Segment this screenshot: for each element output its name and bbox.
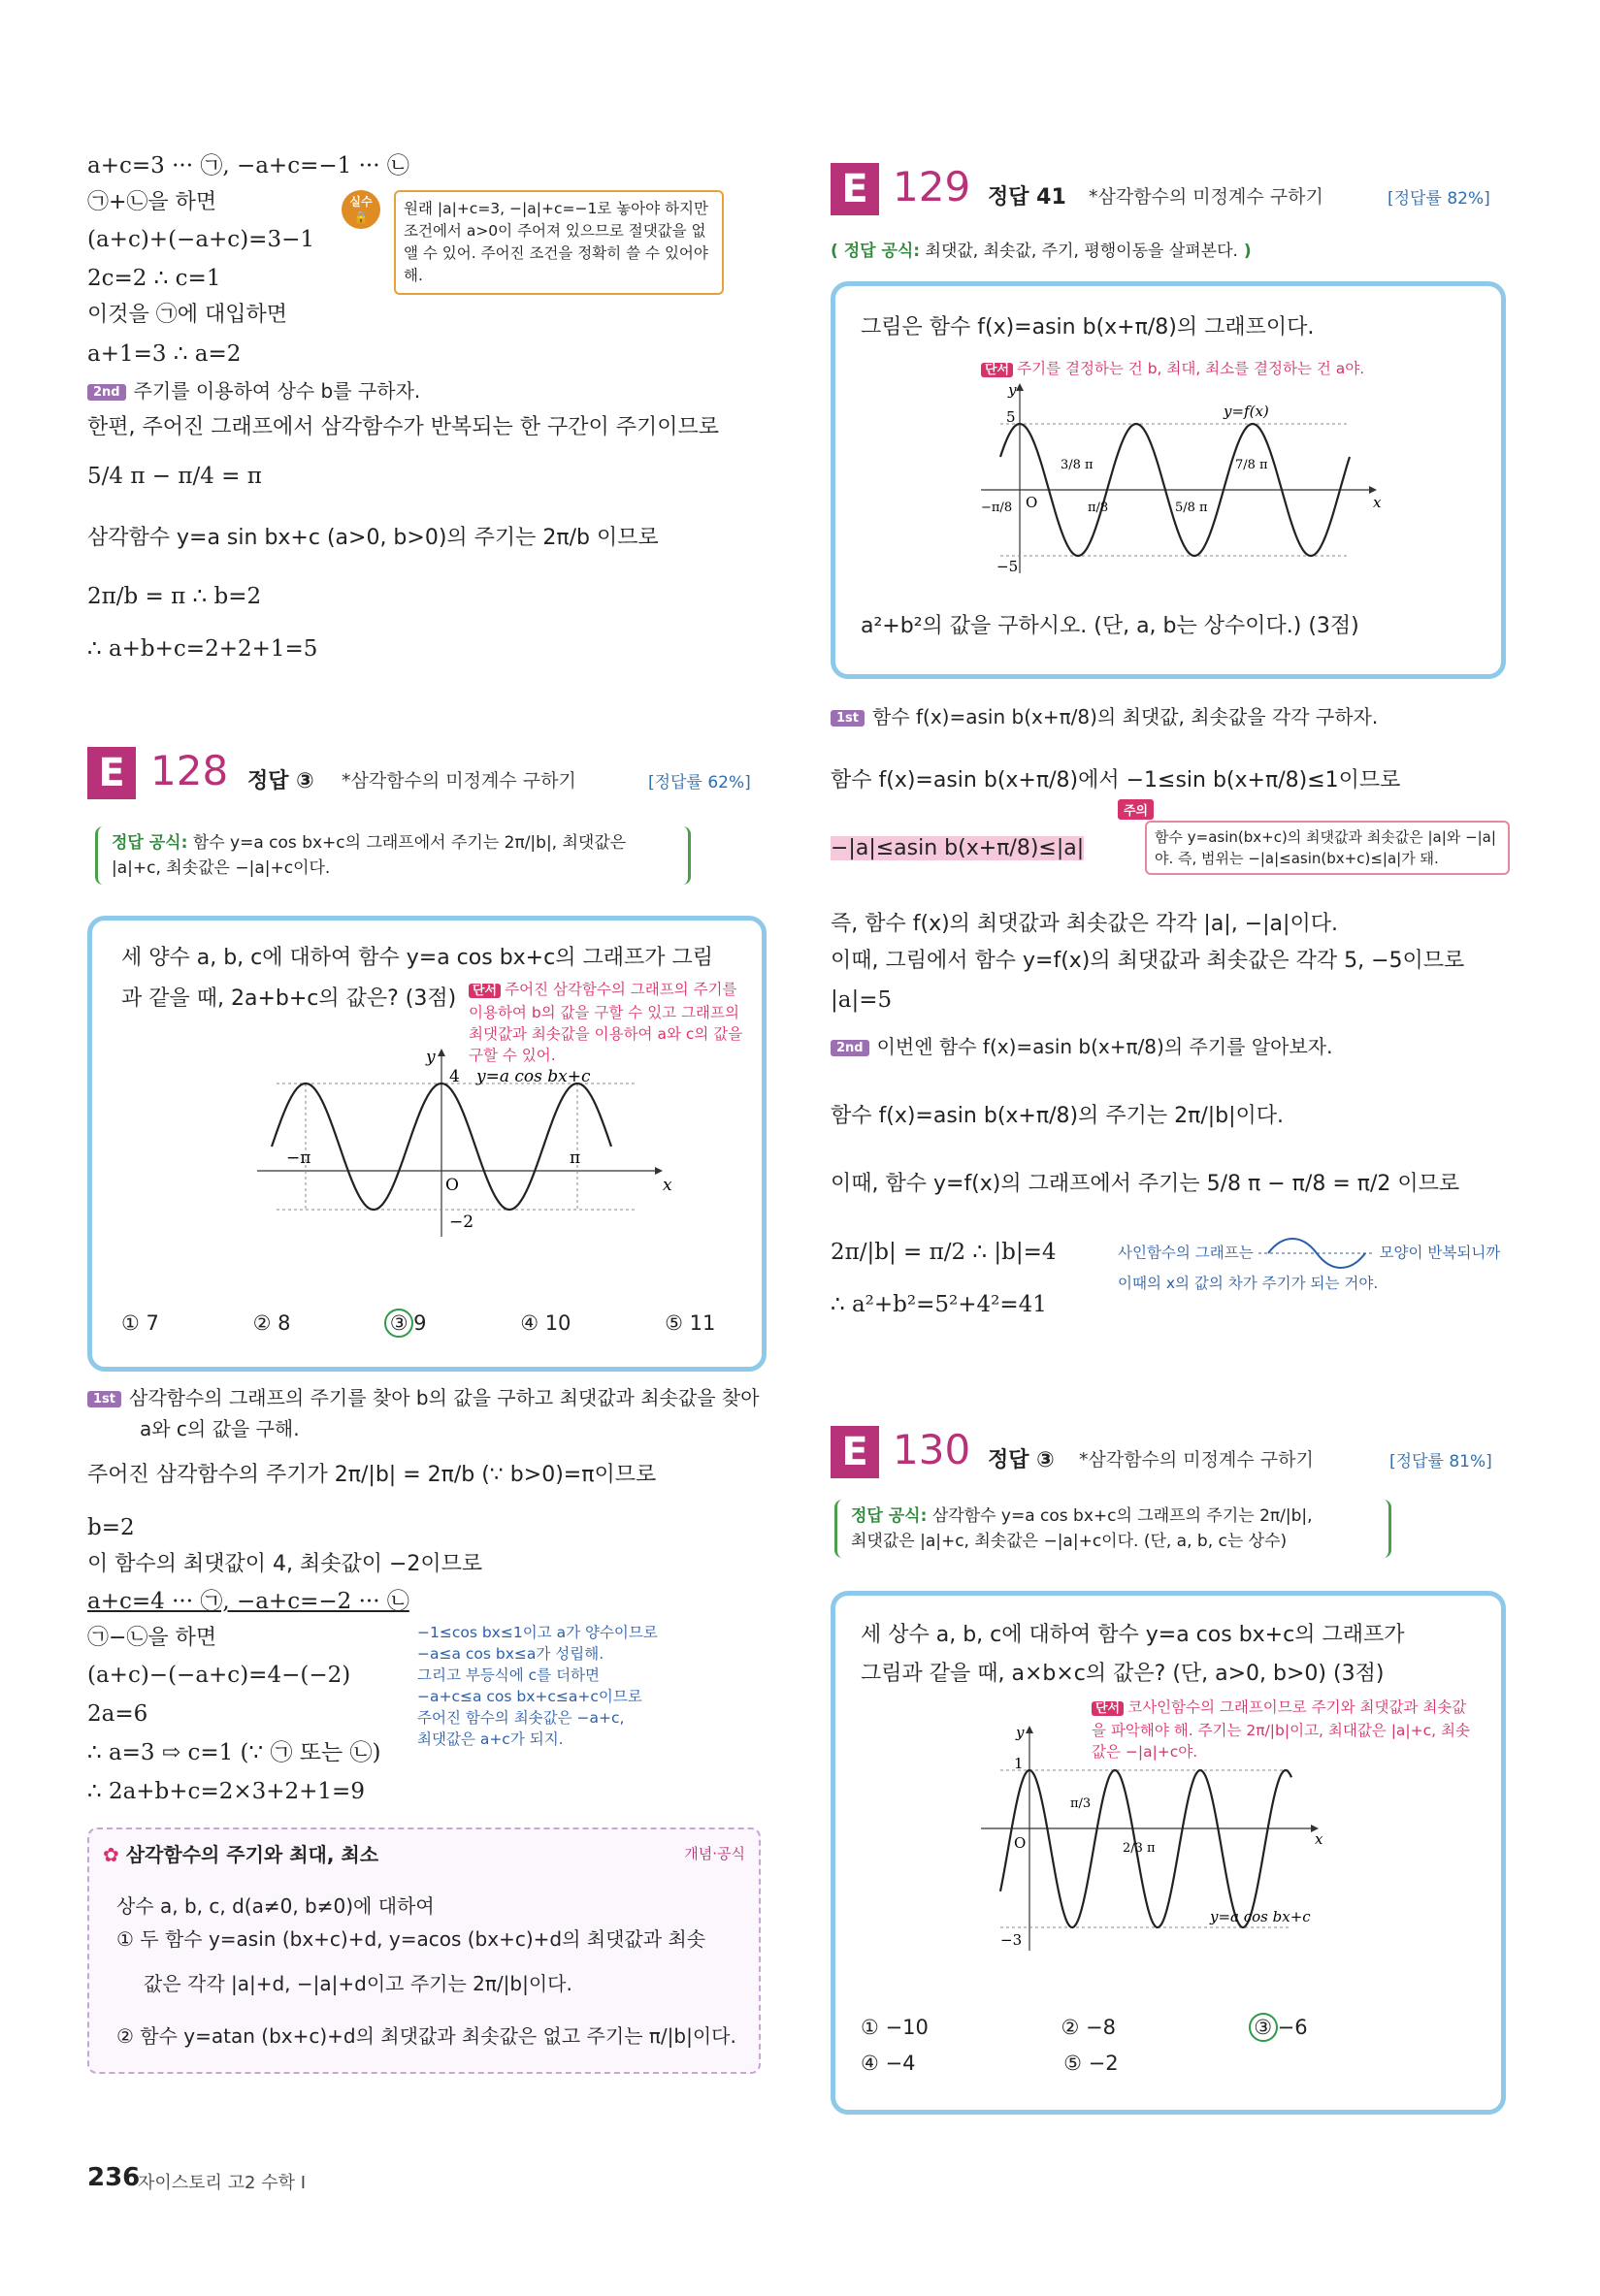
x-axis-label: x (663, 1176, 672, 1195)
eq-line: −|a|≤asin b(x+π/8)≤|a| (831, 836, 1085, 860)
explain-note: 사인함수의 그래프는 모양이 반복되니까 이때의 x의 값의 차가 주기가 되는 거야. (1118, 1234, 1500, 1294)
question-text: 그림은 함수 f(x)=asin b(x+π/8)의 그래프이다. (861, 315, 1315, 340)
eq-line: (a+c)−(−a+c)=4−(−2) (87, 1663, 351, 1688)
question-text: 세 상수 a, b, c에 대하여 함수 y=a cos bx+c의 그래프가 (861, 1623, 1405, 1647)
sine-graph (981, 383, 1388, 577)
question-box (831, 281, 1506, 679)
question-prefix: E (831, 1426, 879, 1478)
choice[interactable]: ② 8 (252, 1311, 291, 1335)
concept-line: ② 함수 y=atan (bx+c)+d의 최댓값과 최솟값은 없고 주기는 π/|b|이다. (116, 2024, 736, 2048)
eq-line: 2π/b = π ∴ b=2 (87, 584, 262, 609)
correct-rate: [정답률 62%] (648, 773, 751, 792)
choice[interactable]: ① 7 (121, 1311, 159, 1335)
choice[interactable]: ④ −4 (861, 2052, 916, 2075)
origin-label: O (1014, 1834, 1027, 1852)
caution-tag: 주의 (1118, 799, 1154, 820)
concept-title: ✿ 삼각함수의 주기와 최대, 최소 (103, 1843, 379, 1866)
y-tick: 4 (449, 1067, 460, 1086)
y-axis-label: y (1008, 383, 1017, 399)
choice[interactable]: ② −8 (1061, 2016, 1116, 2039)
question-box (87, 916, 767, 1372)
eq-line: 삼각함수 y=a sin bx+c (a>0, b>0)의 주기는 2π/b 이므로 (87, 526, 659, 550)
eq-line: a+1=3 ∴ a=2 (87, 341, 242, 367)
explain-note: −1≤cos bx≤1이고 a가 양수이므로 −a≤a cos bx≤a가 성립해. 그리고 부등식에 c를 더하면 −a+c≤a cos bx+c≤a+c이므로 주어진 함수의 최솟값은 −a+c, 최댓값은 a+c가 되지. (417, 1624, 658, 1748)
wave-icon (1258, 1234, 1375, 1273)
caution-note: 함수 y=asin(bx+c)의 최댓값과 최솟값은 |a|와 −|a|야. 즉, 범위는 −|a|≤asin(bx+c)≤|a|가 돼. (1145, 821, 1510, 875)
eq-line: (a+c)+(−a+c)=3−1 (87, 227, 314, 252)
x-tick: π/3 (1070, 1796, 1092, 1811)
eq-line: ∴ a+b+c=2+2+1=5 (87, 636, 318, 662)
x-axis-label: x (1373, 494, 1382, 511)
y-axis-label: y (1016, 1724, 1025, 1741)
eq-line: 2a=6 (87, 1701, 148, 1727)
formula-label: 정답 공식: (843, 242, 921, 261)
x-axis-label: x (1315, 1830, 1323, 1848)
x-tick: 7/8 π (1235, 458, 1268, 472)
eq-line: 즉, 함수 f(x)의 최댓값과 최솟값은 각각 |a|, −|a|이다. (831, 912, 1338, 936)
y-tick: 1 (1014, 1755, 1024, 1772)
correct-rate: [정답률 82%] (1388, 189, 1490, 209)
choices (121, 1309, 715, 1338)
choice-correct[interactable]: ③ 9 (384, 1311, 426, 1335)
answer-label: 정답 ③ (988, 1448, 1055, 1472)
x-tick: −π (286, 1148, 311, 1168)
question-text: a²+b²의 값을 구하시오. (단, a, b는 상수이다.) (3점) (861, 614, 1359, 638)
hint-note: 단서 코사인함수의 그래프이므로 주기와 최댓값과 최솟값을 파악해야 해. 주기는 2π/|b|이고, 최대값은 |a|+c, 최솟값은 −|a|+c야. (1092, 1698, 1470, 1761)
topic-label: *삼각함수의 미정계수 구하기 (1079, 1449, 1314, 1471)
choice[interactable]: ④ 10 (520, 1311, 571, 1335)
y-axis-label: y (426, 1048, 436, 1067)
step-badge: 1st (87, 1391, 121, 1407)
mistake-badge: 실수 🔒 (342, 190, 380, 229)
formula-text: 최댓값은 |a|+c, 최솟값은 −|a|+c이다. (단, a, b, c는 상수) (851, 1532, 1288, 1551)
step-2nd (87, 376, 420, 405)
eq-line: ∴ a=3 ⇨ c=1 (∵ ㉠ 또는 ㉡) (87, 1740, 381, 1765)
formula-text: 함수 y=a cos bx+c의 그래프에서 주기는 2π/|b|, 최댓값은 (192, 833, 627, 853)
question-box (831, 1591, 1506, 2115)
formula-label: 정답 공식: (851, 1506, 928, 1526)
curve-label: y=f(x) (1224, 403, 1269, 420)
eq-line: 이때, 함수 y=f(x)의 그래프에서 주기는 5/8 π − π/8 = π/2 이므로 (831, 1172, 1460, 1196)
page-number: 236 (87, 2163, 141, 2192)
y-tick: 5 (1006, 408, 1016, 426)
y-tick: −2 (449, 1213, 474, 1232)
eq-line: ∴ 2a+b+c=2×3+2+1=9 (87, 1779, 365, 1804)
step-text: a와 c의 값을 구해. (140, 1417, 300, 1440)
correct-rate: [정답률 81%] (1389, 1452, 1492, 1471)
question-number: 129 (893, 163, 971, 210)
cosine-graph (981, 1722, 1330, 1955)
topic-label: *삼각함수의 미정계수 구하기 (1089, 186, 1323, 208)
choice-correct[interactable]: ③ −6 (1249, 2016, 1308, 2039)
eq-line: 이때, 그림에서 함수 y=f(x)의 최댓값과 최솟값은 각각 5, −5이므로 (831, 949, 1465, 973)
question-text: 세 양수 a, b, c에 대하여 함수 y=a cos bx+c의 그래프가 그림 (121, 946, 713, 970)
concept-line: ① 두 함수 y=asin (bx+c)+d, y=acos (bx+c)+d의 최댓값과 최솟 (116, 1927, 706, 1951)
step-2nd (831, 1032, 1332, 1061)
step-badge: 1st (831, 710, 865, 727)
eq-line: 주어진 삼각함수의 주기가 2π/|b| = 2π/b (∵ b>0)=π이므로 (87, 1463, 657, 1487)
eq-line: 2π/|b| = π/2 ∴ |b|=4 (831, 1240, 1057, 1265)
step-text: 이번엔 함수 f(x)=asin b(x+π/8)의 주기를 알아보자. (876, 1035, 1333, 1058)
eq-line: ㉠+㉡을 하면 (87, 190, 217, 214)
curve-label: y=a cos bx+c (1210, 1908, 1311, 1925)
formula-text: 최댓값, 최솟값, 주기, 평행이동을 살펴본다. (925, 242, 1238, 261)
eq-line: ㉠−㉡을 하면 (87, 1626, 217, 1650)
eq-line: 함수 f(x)=asin b(x+π/8)에서 −1≤sin b(x+π/8)≤1이므로 (831, 768, 1401, 792)
formula-box (95, 826, 691, 885)
hint-note: 단서 주어진 삼각함수의 그래프의 주기를 이용하여 b의 값을 구할 수 있고 그래프의 최댓값과 최솟값을 이용하여 a와 c의 값을 구할 수 있어. (469, 981, 743, 1064)
question-text: 과 같을 때, 2a+b+c의 값은? (3점) (121, 986, 457, 1011)
eq-line: 한편, 주어진 그래프에서 삼각함수가 반복되는 한 구간이 주기이므로 (87, 415, 720, 439)
eq-line: b=2 (87, 1515, 135, 1540)
x-tick: −π/8 (981, 501, 1013, 515)
eq-line: a+c=4 ··· ㉠, −a+c=−2 ··· ㉡ (87, 1589, 409, 1614)
formula-text: 삼각함수 y=a cos bx+c의 그래프의 주기는 2π/|b|, (931, 1506, 1313, 1526)
x-tick: π/8 (1088, 501, 1109, 515)
question-number: 130 (893, 1426, 971, 1473)
choice[interactable]: ⑤ −2 (1063, 2052, 1119, 2075)
y-tick: −3 (1000, 1931, 1023, 1949)
concept-line: 값은 각각 |a|+d, −|a|+d이고 주기는 2π/|b|이다. (144, 1972, 572, 1995)
x-tick: 5/8 π (1175, 501, 1208, 515)
step-text: 함수 f(x)=asin b(x+π/8)의 최댓값, 최솟값을 각각 구하자. (872, 705, 1379, 728)
eq-line: |a|=5 (831, 987, 893, 1013)
formula-text: |a|+c, 최솟값은 −|a|+c이다. (112, 858, 331, 878)
eq-line: 이 함수의 최댓값이 4, 최솟값이 −2이므로 (87, 1552, 483, 1576)
eq-line: 2c=2 ∴ c=1 (87, 266, 221, 291)
mistake-note: 원래 |a|+c=3, −|a|+c=−1로 놓아야 하지만 조건에서 a>0이 주어져 있으므로 절댓값을 없앨 수 있어. 주어진 조건을 정확히 쓸 수 있어야 해. (394, 190, 724, 295)
topic-label: *삼각함수의 미정계수 구하기 (342, 770, 576, 792)
step-badge: 2nd (831, 1040, 869, 1056)
hint-note: 단서 주기를 결정하는 건 b, 최대, 최소를 결정하는 건 a야. (981, 358, 1466, 381)
question-number: 128 (150, 747, 229, 794)
x-tick: π (570, 1148, 581, 1168)
concept-tag: 개념·공식 (684, 1845, 745, 1862)
curve-label: y=a cos bx+c (476, 1067, 591, 1086)
question-text: 그림과 같을 때, a×b×c의 값은? (단, a>0, b>0) (3점) (861, 1662, 1385, 1686)
choice[interactable]: ⑤ 11 (665, 1311, 716, 1335)
origin-label: O (445, 1176, 459, 1195)
concept-box (87, 1827, 761, 2074)
origin-label: O (1026, 494, 1038, 511)
x-tick: 2/3 π (1123, 1841, 1156, 1856)
step-1st (87, 1383, 760, 1412)
formula-label: 정답 공식: (112, 833, 188, 853)
formula-box: ( 정답 공식: 최댓값, 최솟값, 주기, 평행이동을 살펴본다. ) (831, 242, 1252, 261)
cosine-graph (247, 1047, 694, 1241)
choices (861, 2052, 1119, 2075)
eq-line: a+c=3 ··· ㉠, −a+c=−1 ··· ㉡ (87, 153, 409, 178)
question-prefix: E (831, 163, 879, 215)
answer-label: 정답 ③ (247, 769, 314, 793)
step-1st (831, 702, 1378, 731)
eq-line: 5/4 π − π/4 = π (87, 464, 262, 489)
step-text: 주기를 이용하여 상수 b를 구하자. (133, 379, 421, 403)
step-text: 삼각함수의 그래프의 주기를 찾아 b의 값을 구하고 최댓값과 최솟값을 찾아 (129, 1386, 760, 1409)
eq-line: 이것을 ㉠에 대입하면 (87, 303, 288, 327)
choices (861, 2013, 1308, 2042)
formula-box (834, 1500, 1391, 1558)
question-prefix: E (87, 747, 136, 799)
concept-line: 상수 a, b, c, d(a≠0, b≠0)에 대하여 (116, 1894, 435, 1918)
answer-label: 정답 41 (988, 185, 1066, 210)
step-badge: 2nd (87, 384, 126, 401)
eq-line: 함수 f(x)=asin b(x+π/8)의 주기는 2π/|b|이다. (831, 1104, 1285, 1128)
y-tick: −5 (996, 558, 1019, 575)
footer-title: 자이스토리 고2 수학 Ⅰ (138, 2173, 307, 2193)
eq-line: ∴ a²+b²=5²+4²=41 (831, 1292, 1047, 1317)
x-tick: 3/8 π (1061, 458, 1094, 472)
choice[interactable]: ① −10 (861, 2016, 929, 2039)
